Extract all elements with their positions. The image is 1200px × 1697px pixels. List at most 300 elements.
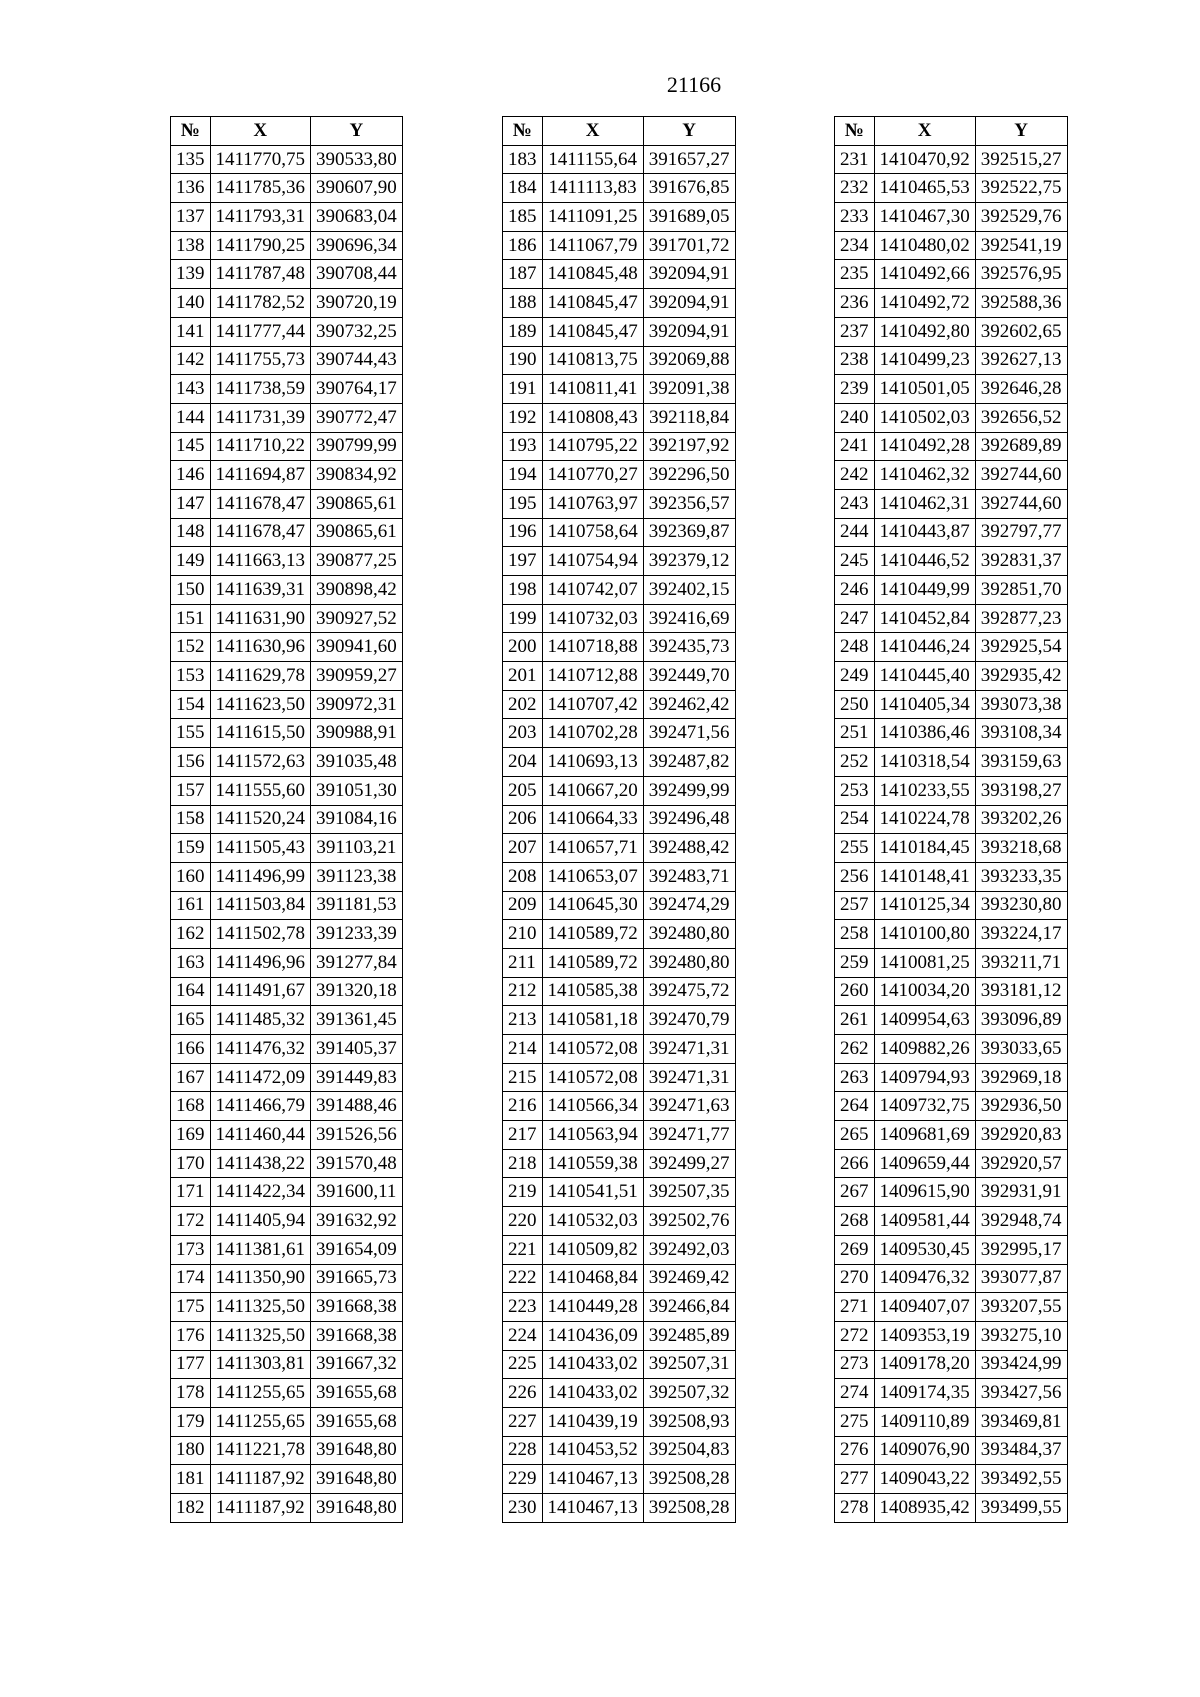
table-row [503,977,736,1006]
cell-number: 241 [835,432,875,461]
cell-y: 390877,25 [311,547,403,576]
cell-y: 391277,84 [311,948,403,977]
cell-x: 1411466,79 [210,1092,311,1121]
cell-number: 214 [503,1035,543,1064]
table-row [171,1235,403,1264]
cell-x: 1410532,03 [542,1207,643,1236]
table-row [835,690,1068,719]
cell-y: 392502,76 [643,1207,735,1236]
table-row [171,1207,403,1236]
cell-number: 221 [503,1235,543,1264]
cell-y: 390772,47 [311,403,403,432]
cell-x: 1411694,87 [210,461,311,490]
cell-y: 390972,31 [311,690,403,719]
cell-x: 1411496,99 [210,862,311,891]
table-row [503,891,736,920]
cell-x: 1410585,38 [542,977,643,1006]
cell-y: 392744,60 [975,461,1067,490]
cell-number: 269 [835,1235,875,1264]
cell-number: 236 [835,289,875,318]
column-header-number: № [835,117,875,146]
cell-number: 252 [835,748,875,777]
cell-y: 392492,03 [643,1235,735,1264]
cell-y: 390708,44 [311,260,403,289]
cell-number: 259 [835,948,875,977]
table-row [835,662,1068,691]
table-row [835,1465,1068,1494]
cell-number: 163 [171,948,211,977]
table-row [171,489,403,518]
cell-number: 216 [503,1092,543,1121]
cell-y: 393211,71 [975,948,1067,977]
cell-y: 391449,83 [311,1063,403,1092]
cell-number: 239 [835,375,875,404]
cell-y: 392948,74 [975,1207,1067,1236]
table-row [503,1006,736,1035]
column-header-y: Y [311,117,403,146]
cell-y: 393424,99 [975,1350,1067,1379]
cell-number: 187 [503,260,543,289]
cell-y: 390607,90 [311,174,403,203]
cell-x: 1410446,24 [874,633,975,662]
table-row [171,891,403,920]
cell-y: 391648,80 [311,1436,403,1465]
cell-x: 1411505,43 [210,834,311,863]
cell-number: 197 [503,547,543,576]
table-row [171,1035,403,1064]
table-row [503,576,736,605]
cell-number: 176 [171,1321,211,1350]
cell-x: 1411496,96 [210,948,311,977]
column-header-x: X [874,117,975,146]
table-row [503,1350,736,1379]
cell-number: 152 [171,633,211,662]
cell-number: 208 [503,862,543,891]
cell-number: 174 [171,1264,211,1293]
table-row [503,1321,736,1350]
table-row [835,1235,1068,1264]
cell-number: 270 [835,1264,875,1293]
column-header-x: X [210,117,311,146]
cell-y: 391676,85 [643,174,735,203]
cell-y: 391181,53 [311,891,403,920]
cell-number: 261 [835,1006,875,1035]
column-header-number: № [503,117,543,146]
cell-y: 392475,72 [643,977,735,1006]
cell-x: 1410449,99 [874,576,975,605]
table-row [171,576,403,605]
cell-x: 1411520,24 [210,805,311,834]
cell-number: 142 [171,346,211,375]
column-header-y: Y [975,117,1067,146]
table-row [503,604,736,633]
cell-number: 185 [503,203,543,232]
cell-x: 1410467,30 [874,203,975,232]
cell-y: 392744,60 [975,489,1067,518]
table-row [835,604,1068,633]
cell-y: 392541,19 [975,231,1067,260]
cell-x: 1411770,75 [210,145,311,174]
table-row [503,1035,736,1064]
cell-x: 1410318,54 [874,748,975,777]
table-row [503,231,736,260]
cell-y: 391668,38 [311,1321,403,1350]
cell-y: 392471,77 [643,1121,735,1150]
table-row [171,1293,403,1322]
cell-y: 392356,57 [643,489,735,518]
table-row [503,260,736,289]
cell-x: 1411631,90 [210,604,311,633]
cell-x: 1410125,34 [874,891,975,920]
table-row [835,1149,1068,1178]
cell-y: 392471,31 [643,1063,735,1092]
cell-x: 1409174,35 [874,1379,975,1408]
cell-y: 390683,04 [311,203,403,232]
cell-x: 1410467,13 [542,1494,643,1523]
table-row [171,1321,403,1350]
cell-y: 392529,76 [975,203,1067,232]
cell-x: 1410492,80 [874,317,975,346]
cell-y: 392646,28 [975,375,1067,404]
cell-x: 1411485,32 [210,1006,311,1035]
cell-x: 1410502,03 [874,403,975,432]
cell-y: 391405,37 [311,1035,403,1064]
table-row [171,633,403,662]
table-row [503,805,736,834]
cell-number: 248 [835,633,875,662]
cell-y: 392480,80 [643,920,735,949]
cell-y: 391123,38 [311,862,403,891]
table-header-row [171,117,403,146]
cell-y: 390533,80 [311,145,403,174]
table-row [503,948,736,977]
cell-number: 198 [503,576,543,605]
table-row [171,1350,403,1379]
table-row [835,834,1068,863]
cell-y: 392656,52 [975,403,1067,432]
table-row [171,1149,403,1178]
cell-x: 1411438,22 [210,1149,311,1178]
cell-y: 392485,89 [643,1321,735,1350]
cell-y: 391648,80 [311,1465,403,1494]
table-row [503,432,736,461]
cell-number: 206 [503,805,543,834]
cell-y: 391657,27 [643,145,735,174]
cell-y: 391665,73 [311,1264,403,1293]
cell-number: 146 [171,461,211,490]
cell-number: 209 [503,891,543,920]
cell-x: 1411255,65 [210,1379,311,1408]
cell-x: 1411381,61 [210,1235,311,1264]
table-row [503,1293,736,1322]
table-row [835,518,1068,547]
cell-number: 227 [503,1407,543,1436]
cell-y: 392499,27 [643,1149,735,1178]
table-row [835,375,1068,404]
cell-y: 392488,42 [643,834,735,863]
cell-y: 393159,63 [975,748,1067,777]
table-row [171,862,403,891]
cell-x: 1411731,39 [210,403,311,432]
cell-number: 161 [171,891,211,920]
cell-y: 390988,91 [311,719,403,748]
cell-y: 392069,88 [643,346,735,375]
table-row [171,145,403,174]
cell-number: 219 [503,1178,543,1207]
table-row [171,805,403,834]
table-row [835,948,1068,977]
cell-x: 1409882,26 [874,1035,975,1064]
cell-y: 392487,82 [643,748,735,777]
table-row [171,231,403,260]
cell-x: 1408935,42 [874,1494,975,1523]
table-row [835,805,1068,834]
cell-x: 1409615,90 [874,1178,975,1207]
cell-number: 151 [171,604,211,633]
cell-x: 1411187,92 [210,1494,311,1523]
table-row [835,719,1068,748]
cell-x: 1410795,22 [542,432,643,461]
cell-x: 1409476,32 [874,1264,975,1293]
table-row [503,174,736,203]
cell-y: 391632,92 [311,1207,403,1236]
table-row [171,948,403,977]
table-row [503,920,736,949]
cell-number: 211 [503,948,543,977]
cell-number: 218 [503,1149,543,1178]
table-row [835,231,1068,260]
cell-number: 194 [503,461,543,490]
cell-y: 392474,29 [643,891,735,920]
cell-x: 1411678,47 [210,518,311,547]
cell-number: 243 [835,489,875,518]
cell-y: 392296,50 [643,461,735,490]
table-row [503,719,736,748]
cell-y: 391361,45 [311,1006,403,1035]
cell-y: 391488,46 [311,1092,403,1121]
cell-x: 1410589,72 [542,920,643,949]
cell-y: 393207,55 [975,1293,1067,1322]
cell-y: 392402,15 [643,576,735,605]
cell-y: 390744,43 [311,346,403,375]
cell-y: 393202,26 [975,805,1067,834]
cell-y: 390732,25 [311,317,403,346]
cell-number: 231 [835,145,875,174]
table-row [503,862,736,891]
cell-number: 150 [171,576,211,605]
table-row [835,862,1068,891]
cell-y: 392470,79 [643,1006,735,1035]
cell-number: 136 [171,174,211,203]
table-row [171,289,403,318]
table-row [171,920,403,949]
column-header-y: Y [643,117,735,146]
cell-y: 392379,12 [643,547,735,576]
cell-number: 191 [503,375,543,404]
cell-number: 229 [503,1465,543,1494]
cell-y: 392471,63 [643,1092,735,1121]
cell-x: 1410664,33 [542,805,643,834]
cell-number: 143 [171,375,211,404]
cell-y: 393181,12 [975,977,1067,1006]
table-row [171,174,403,203]
cell-y: 392369,87 [643,518,735,547]
cell-number: 254 [835,805,875,834]
cell-number: 268 [835,1207,875,1236]
table-row [835,891,1068,920]
table-row [835,1293,1068,1322]
cell-x: 1411678,47 [210,489,311,518]
cell-y: 391320,18 [311,977,403,1006]
cell-number: 246 [835,576,875,605]
table-row [503,145,736,174]
table-header-row [835,117,1068,146]
cell-x: 1411325,50 [210,1321,311,1350]
table-row [835,1092,1068,1121]
cell-number: 169 [171,1121,211,1150]
cell-x: 1411472,09 [210,1063,311,1092]
cell-y: 390865,61 [311,489,403,518]
table-row [503,289,736,318]
cell-number: 202 [503,690,543,719]
cell-x: 1409043,22 [874,1465,975,1494]
cell-x: 1410541,51 [542,1178,643,1207]
table-row [171,1494,403,1523]
table-row [503,1092,736,1121]
table-row [835,1407,1068,1436]
coordinates-table-3 [834,116,1068,1523]
table-row [503,375,736,404]
cell-number: 245 [835,547,875,576]
cell-x: 1411405,94 [210,1207,311,1236]
table-row [171,375,403,404]
table-row [503,748,736,777]
table-row [171,776,403,805]
cell-x: 1410763,97 [542,489,643,518]
cell-x: 1410480,02 [874,231,975,260]
table-row [835,1178,1068,1207]
cell-x: 1411350,90 [210,1264,311,1293]
table-row [171,1465,403,1494]
cell-x: 1409530,45 [874,1235,975,1264]
cell-x: 1409954,63 [874,1006,975,1035]
cell-number: 193 [503,432,543,461]
cell-number: 260 [835,977,875,1006]
table-row [835,1379,1068,1408]
cell-number: 175 [171,1293,211,1322]
cell-x: 1410492,28 [874,432,975,461]
cell-number: 230 [503,1494,543,1523]
cell-y: 391084,16 [311,805,403,834]
table-row [503,1379,736,1408]
cell-number: 272 [835,1321,875,1350]
cell-number: 156 [171,748,211,777]
cell-y: 393224,17 [975,920,1067,949]
cell-y: 392588,36 [975,289,1067,318]
table-row [503,690,736,719]
cell-x: 1410581,18 [542,1006,643,1035]
table-row [171,432,403,461]
table-row [503,1494,736,1523]
cell-y: 390799,99 [311,432,403,461]
table-row [835,1121,1068,1150]
cell-number: 220 [503,1207,543,1236]
cell-number: 162 [171,920,211,949]
cell-y: 391051,30 [311,776,403,805]
cell-x: 1410100,80 [874,920,975,949]
cell-number: 182 [171,1494,211,1523]
table-row [835,174,1068,203]
cell-y: 392507,31 [643,1350,735,1379]
table-row [171,604,403,633]
table-row [835,748,1068,777]
cell-x: 1410845,47 [542,317,643,346]
cell-number: 262 [835,1035,875,1064]
cell-number: 199 [503,604,543,633]
cell-y: 392627,13 [975,346,1067,375]
cell-number: 232 [835,174,875,203]
cell-x: 1410645,30 [542,891,643,920]
cell-y: 391648,80 [311,1494,403,1523]
column-header-number: № [171,117,211,146]
coordinates-table-2 [502,116,736,1523]
cell-y: 390898,42 [311,576,403,605]
table-row [835,432,1068,461]
cell-x: 1411755,73 [210,346,311,375]
cell-y: 392435,73 [643,633,735,662]
table-row [503,662,736,691]
cell-y: 392995,17 [975,1235,1067,1264]
cell-number: 190 [503,346,543,375]
cell-number: 186 [503,231,543,260]
cell-x: 1410845,47 [542,289,643,318]
cell-number: 264 [835,1092,875,1121]
cell-x: 1410667,20 [542,776,643,805]
cell-number: 274 [835,1379,875,1408]
cell-x: 1411623,50 [210,690,311,719]
table-row [171,1407,403,1436]
cell-number: 257 [835,891,875,920]
cell-number: 147 [171,489,211,518]
table-row [503,1207,736,1236]
cell-x: 1410742,07 [542,576,643,605]
cell-number: 139 [171,260,211,289]
cell-x: 1410433,02 [542,1350,643,1379]
cell-y: 393492,55 [975,1465,1067,1494]
table-row [503,1264,736,1293]
table-row [503,346,736,375]
cell-x: 1410468,84 [542,1264,643,1293]
table-row [503,203,736,232]
cell-y: 392515,27 [975,145,1067,174]
table-row [503,317,736,346]
table-row [171,203,403,232]
cell-y: 391689,05 [643,203,735,232]
cell-number: 181 [171,1465,211,1494]
table-body [503,145,736,1522]
cell-x: 1411555,60 [210,776,311,805]
cell-x: 1411777,44 [210,317,311,346]
cell-x: 1411502,78 [210,920,311,949]
cell-number: 201 [503,662,543,691]
cell-x: 1410707,42 [542,690,643,719]
cell-x: 1410462,32 [874,461,975,490]
cell-number: 213 [503,1006,543,1035]
table-row [503,834,736,863]
table-row [171,662,403,691]
table-row [171,403,403,432]
cell-y: 392831,37 [975,547,1067,576]
